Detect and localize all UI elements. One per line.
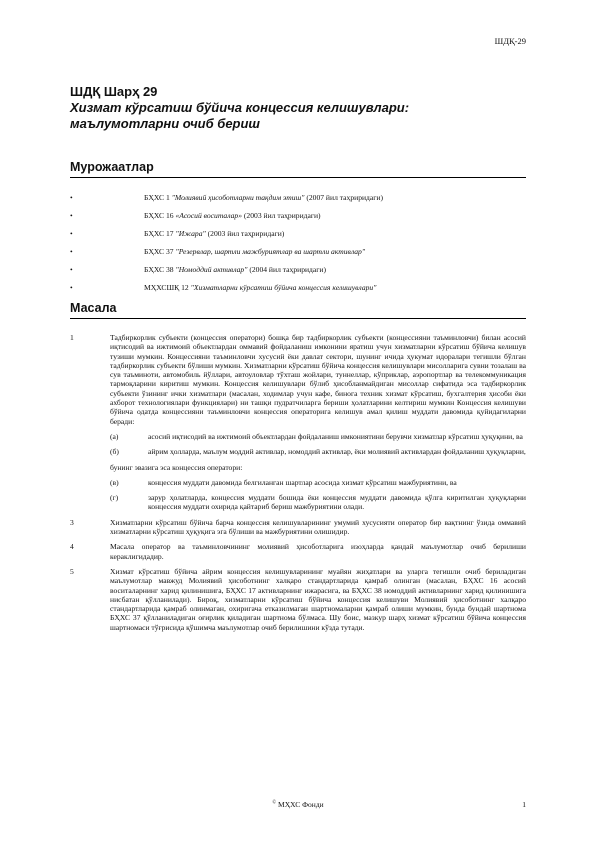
title-subtitle-line1: Хизмат кўрсатиш бўйича концессия келишувлари: [70, 100, 410, 115]
paragraph-text: Тадбиркорлик субъекти (концессия оператори) бошқа бир тадбиркорлик субъекти (концессияни таъминловчи) билан асосий иқтисодий ва ижтимоий объектлардан оммавий фойдаланиш имконини яратиш учун хизматларни кўрсатиш бўйича келишув тузиши мумкин. Концессияни таъминловчи хусусий ёки давлат сектори, шунинг ичида ҳукумат идоралари тегишли бўлган тадбиркорлик субъекти бўлиши мумкин. Хизматларни кўрсатиш бўйича концессия келишувлари мисолларига сувни тозалаш ва сув таъминоти, автомобиль йўллари, автоуловлар тўхташ жойлари, туннеллар, кўприклар, аэропортлар ва телекоммуникация тармоқларини киритиш мумкин. Концессия келишувлари бўлиб ҳисобланмайдиган мисоллар сифатида эса тадбиркорлик субъекти ўзининг ички хизматлари (масалан, ходимлар учун кафе, бинога техник хизмат кўрсатиш, бухгалтерия ҳисоби ёки ахборот технологиялари функциялари) ни ташқи пудратчиларга бериши ҳолатларини келтириш мумкин Концессия келишуви бўйича одатда концессияни таъминловчи концессия операторига келишув амал қилиш муддати давомида қуйидагиларни беради: [110, 333, 526, 426]
sub-item-a [110, 432, 526, 441]
reference-item: • БҲХС 17 "Ижара" (2003 йил таҳриридаги) [70, 229, 285, 238]
sub-item-label: (в) [110, 477, 119, 487]
sub-item-label: (а) [110, 431, 119, 441]
sub-item-text: айрим ҳолларда, маълум моддий активлар, номоддий активлар, ёки молиявий активлардан фойдаланиш ҳуқуқларни, [148, 447, 526, 457]
paragraph-3 [70, 518, 526, 537]
sub-item-text: зарур ҳолатларда, концессия муддати бошида ёки концессия муддати давомида қўлга киритилган ҳуқуқларни концессия муддати охирида қайтариб бериш мажбуриятини олади. [148, 493, 526, 512]
sub-item-b [110, 447, 526, 456]
sub-item-text: концессия муддати давомида белгиланган шартлар асосида хизмат кўрсатиш мажбуриятини, ва [148, 477, 457, 487]
document-title [70, 84, 530, 132]
paragraph-number: 4 [70, 542, 74, 552]
sub-item-g [110, 493, 526, 512]
paragraph-5 [70, 567, 526, 632]
paragraph-4 [70, 542, 526, 561]
issue-body [70, 333, 526, 638]
sub-item-text: асосий иқтисодий ва ижтимоий объектлардан фойдаланиш имкониятини берувчи хизматлар кўрсатиш ҳуқуқини, ва [148, 431, 523, 441]
references-heading: Мурожаатлар [70, 160, 526, 178]
page-number: 1 [522, 800, 526, 809]
paragraph-number: 1 [70, 333, 74, 342]
paragraph-text: Хизматларни кўрсатиш бўйича барча концессия келишувларининг умумий хусусияти оператор бир вақтнинг ўзида оммавий хизматларни кўрсатиш ҳуқуқига эга бўлиши ва мажбуриятини олишидир. [110, 517, 526, 537]
issue-heading: Масала [70, 301, 526, 319]
reference-item: • БҲХС 16 «Асосий воситалар» (2003 йил таҳриридаги) [70, 211, 321, 220]
reference-item: • БҲХС 1 "Молиявий ҳисоботларни тақдим этиш" (2007 йил таҳриридаги) [70, 193, 383, 202]
paragraph-number: 5 [70, 566, 74, 576]
footer-publisher: © МҲХС Фонди [272, 800, 324, 809]
title-main: ШДҚ Шарҳ 29 [70, 84, 158, 99]
paragraph-1 [70, 333, 526, 512]
sub-item-v [110, 478, 526, 487]
paragraph-text: Масала оператор ва таъминловчининг молиявий ҳисоботларига изоҳларда қандай маълумотлар очиб берилиши кераклигидадир. [110, 542, 526, 561]
bullet: • [70, 265, 73, 274]
reference-item: • БҲХС 38 "Номоддий активлар" (2004 йил таҳриридаги) [70, 265, 326, 274]
bullet: • [70, 229, 73, 238]
bullet: • [70, 283, 73, 292]
paragraph-text: Хизмат кўрсатиш бўйича айрим концессия келишувларининг муайян жиҳатлари ва уларга тегишли очиб бериладиган маълумотлар мавжуд Молиявий ҳисоботнинг халқаро стандартларида қамраб олинган (масалан, БҲХС 16 асосий воситаларнинг харид қилинишига, БҲХС 17 активларнинг ижарасига, ва БҲХС 38 номоддий активларнинг харид қилинишига нисбатан қўлланилади). Бироқ, хизматларни кўрсатиш бўйича концессия келишуви Молиявий ҳисоботнинг халқаро стандартларида қамраб олинмаган, охиригача етказилмаган шартномаларни қамраб олиши мумкин, бунда бундай шартнома БҲХС 37 қўлланиладиган оғирлик қиладиган шартнома бўлмаса. Шу боис, мазкур шарҳ хизмат кўрсатиш бўйича концессия шартномаси тўғрисида қўшимча маълумотлар очиб берилишини кўзда тутади. [110, 566, 526, 632]
references-list [70, 193, 530, 301]
copyright-symbol: © [272, 800, 277, 806]
bullet: • [70, 247, 73, 256]
title-subtitle-line2: маълумотларни очиб бериш [70, 116, 260, 131]
paragraph-lead-text: бунинг эвазига эса концессия оператори: [110, 462, 243, 472]
bullet: • [70, 211, 73, 220]
bullet: • [70, 193, 73, 202]
reference-item: • БҲХС 37 "Резервлар, шартли мажбуриятлар ва шартли активлар" [70, 247, 366, 256]
sub-item-label: (б) [110, 447, 119, 457]
reference-item: • МҲХСШҚ 12 "Хизматларни кўрсатиш бўйича концессия келишувлари" [70, 283, 377, 292]
document-code: ШДҚ-29 [494, 36, 526, 46]
sub-item-label: (г) [110, 493, 119, 503]
paragraph-number: 3 [70, 517, 74, 527]
